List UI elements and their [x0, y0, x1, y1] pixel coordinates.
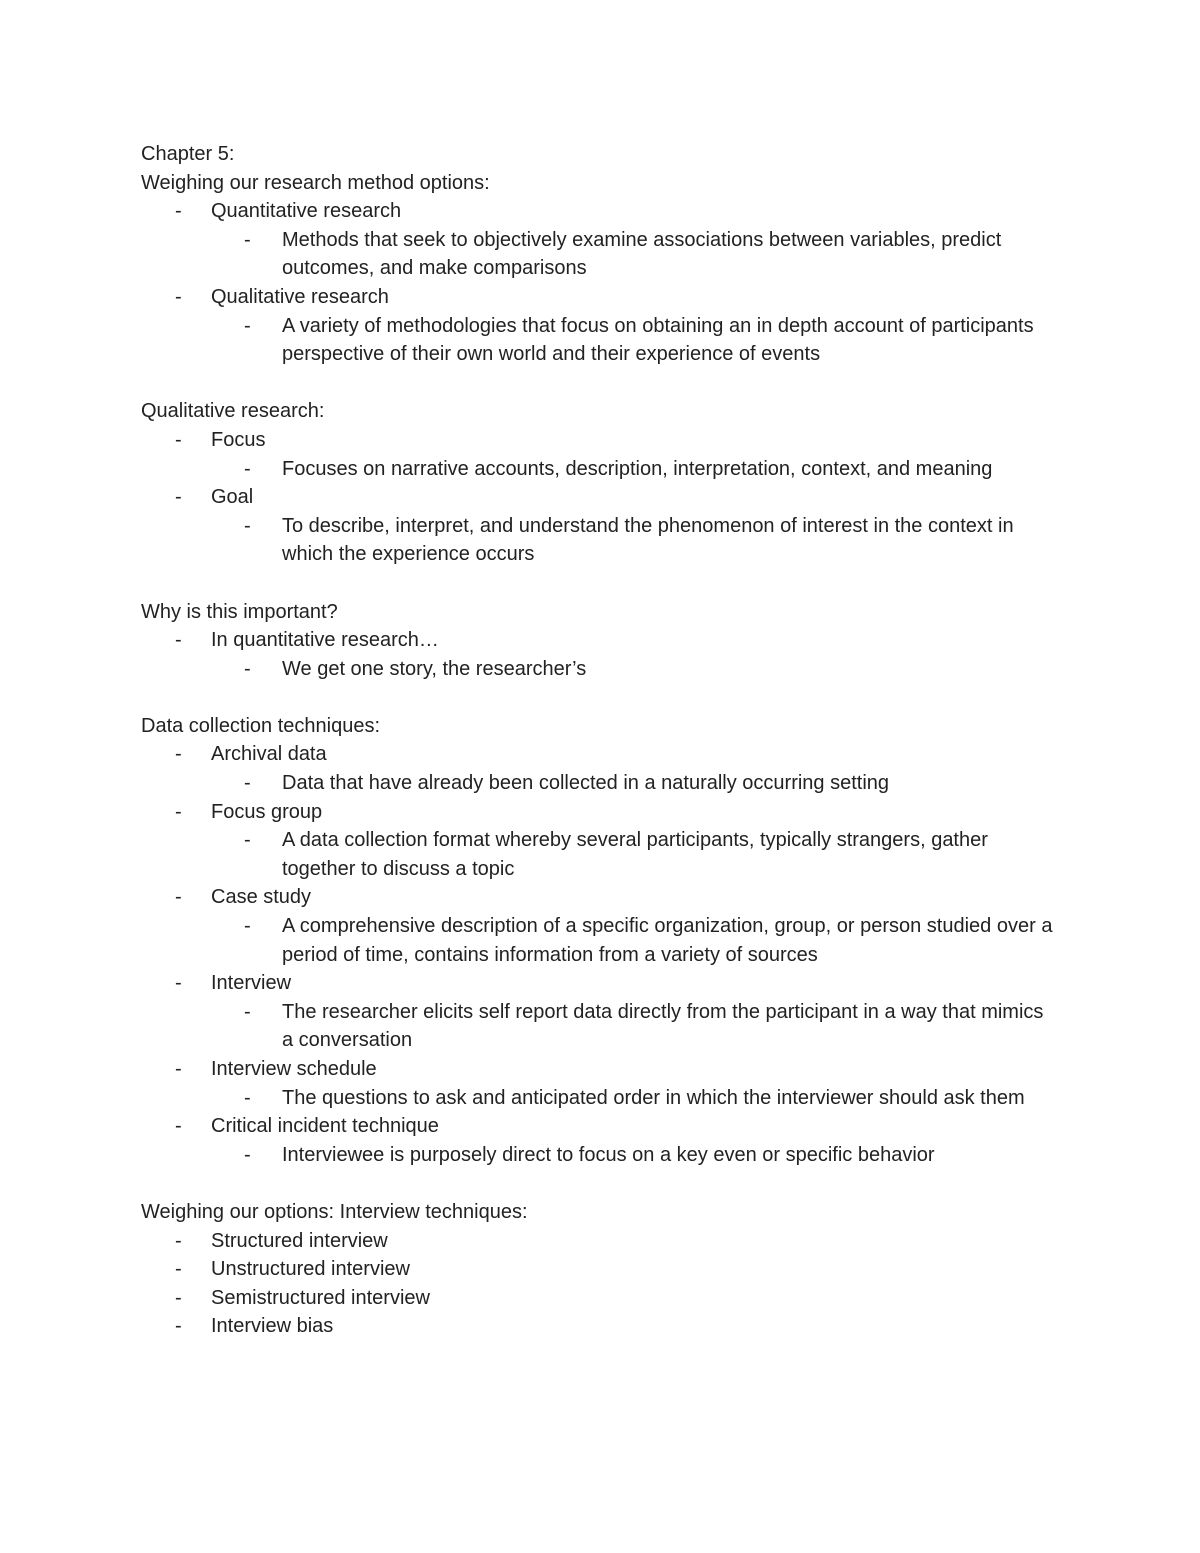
dash-bullet: - — [244, 1143, 251, 1166]
list-item — [141, 883, 1081, 969]
sub-bullet-list — [211, 769, 1081, 798]
dash-bullet: - — [175, 1258, 182, 1281]
list-item — [141, 283, 1081, 369]
list-item-label: Structured interview — [211, 1229, 388, 1252]
list-item-label: Critical incident technique — [211, 1115, 439, 1138]
sub-list-item — [211, 912, 1057, 969]
list-item-label: Unstructured interview — [211, 1258, 410, 1281]
bullet-list — [141, 426, 1081, 569]
sub-list-item — [211, 1141, 1057, 1170]
sub-list-item-text: The questions to ask and anticipated order in which the interviewer should ask them — [282, 1086, 1025, 1109]
dash-bullet: - — [244, 915, 251, 938]
list-item — [141, 740, 1081, 797]
dash-bullet: - — [175, 629, 182, 652]
dash-bullet: - — [175, 743, 182, 766]
dash-bullet: - — [244, 1086, 251, 1109]
list-item-label: Goal — [211, 486, 254, 509]
document-body — [141, 140, 1081, 1341]
section-heading: Weighing our research method options: — [141, 171, 490, 194]
dash-bullet: - — [175, 285, 182, 308]
sub-list-item-text: Data that have already been collected in a naturally occurring setting — [282, 772, 890, 795]
bullet-list — [141, 1227, 1081, 1341]
sub-list-item-text: Focuses on narrative accounts, description, interpretation, context, and meaning — [282, 457, 993, 480]
sub-bullet-list — [211, 1141, 1081, 1170]
sub-list-item — [211, 455, 1057, 484]
sub-list-item — [211, 655, 1057, 684]
bullet-list — [141, 740, 1081, 1169]
list-item — [141, 626, 1081, 683]
section-heading: Why is this important? — [141, 600, 338, 623]
list-item-label: Quantitative research — [211, 200, 402, 223]
sub-list-item — [211, 312, 1057, 369]
section-spacer — [141, 569, 1081, 598]
sub-list-item-text: A variety of methodologies that focus on obtaining an in depth account of participants perspective of their own world and their experience of events — [282, 314, 1034, 366]
list-item — [141, 1284, 1081, 1313]
notes-section — [141, 712, 1081, 1170]
list-item-label: In quantitative research… — [211, 629, 439, 652]
list-item — [141, 197, 1081, 283]
list-item-label: Focus group — [211, 800, 323, 823]
sub-bullet-list — [211, 226, 1081, 283]
dash-bullet: - — [175, 486, 182, 509]
dash-bullet: - — [175, 1229, 182, 1252]
sub-bullet-list — [211, 512, 1081, 569]
list-item — [141, 483, 1081, 569]
sub-bullet-list — [211, 455, 1081, 484]
list-item-label: Archival data — [211, 743, 327, 766]
section-spacer — [141, 683, 1081, 712]
list-item — [141, 1312, 1081, 1341]
sub-bullet-list — [211, 912, 1081, 969]
notes-section — [141, 598, 1081, 684]
sub-bullet-list — [211, 998, 1081, 1055]
bullet-list — [141, 197, 1081, 369]
dash-bullet: - — [244, 1000, 251, 1023]
sub-bullet-list — [211, 1084, 1081, 1113]
dash-bullet: - — [175, 1058, 182, 1080]
sub-bullet-list — [211, 826, 1081, 883]
dash-bullet: - — [244, 829, 251, 852]
list-item — [141, 1055, 1081, 1112]
notes-section — [141, 397, 1081, 569]
dash-bullet: - — [175, 1315, 182, 1338]
dash-bullet: - — [244, 772, 251, 795]
bullet-list — [141, 626, 1081, 683]
dash-bullet: - — [244, 457, 251, 480]
notes-section — [141, 1198, 1081, 1341]
list-item — [141, 1255, 1081, 1284]
dash-bullet: - — [175, 1286, 182, 1309]
list-item-label: Interview bias — [211, 1315, 334, 1338]
sub-list-item — [211, 826, 1057, 883]
dash-bullet: - — [244, 657, 251, 680]
sub-list-item-text: The researcher elicits self report data directly from the participant in a way that mimics a conversation — [282, 1000, 1044, 1052]
list-item — [141, 969, 1081, 1055]
sub-bullet-list — [211, 312, 1081, 369]
section-heading: Chapter 5: — [141, 143, 235, 165]
dash-bullet: - — [175, 428, 182, 451]
section-heading: Weighing our options: Interview techniques: — [141, 1200, 528, 1223]
sub-list-item-text: Interviewee is purposely direct to focus on a key even or specific behavior — [282, 1143, 935, 1166]
list-item-label: Qualitative research — [211, 285, 389, 308]
sub-list-item-text: A data collection format whereby several participants, typically strangers, gather together to discuss a topic — [282, 829, 988, 880]
dash-bullet: - — [244, 314, 251, 337]
list-item-label: Focus — [211, 428, 266, 451]
sub-list-item — [211, 226, 1057, 283]
dash-bullet: - — [244, 228, 251, 251]
list-item — [141, 1227, 1081, 1256]
sub-list-item-text: We get one story, the researcher’s — [282, 657, 587, 680]
sub-list-item — [211, 998, 1057, 1055]
sub-list-item — [211, 512, 1057, 569]
section-heading: Data collection techniques: — [141, 714, 381, 737]
notes-section — [141, 140, 1081, 369]
dash-bullet: - — [175, 972, 182, 995]
sub-list-item — [211, 769, 1057, 798]
dash-bullet: - — [175, 800, 182, 823]
sub-list-item-text: Methods that seek to objectively examine associations between variables, predict outcomes, and make comparisons — [282, 228, 1002, 280]
list-item-label: Interview schedule — [211, 1058, 377, 1080]
list-item — [141, 1112, 1081, 1169]
section-spacer — [141, 369, 1081, 398]
dash-bullet: - — [175, 886, 182, 909]
sub-bullet-list — [211, 655, 1081, 684]
sub-list-item — [211, 1084, 1057, 1113]
section-spacer — [141, 1169, 1081, 1198]
list-item-label: Semistructured interview — [211, 1286, 430, 1309]
list-item-label: Case study — [211, 886, 312, 909]
section-heading: Qualitative research: — [141, 400, 325, 423]
sub-list-item-text: To describe, interpret, and understand the phenomenon of interest in the context in which the experience occurs — [282, 514, 1014, 566]
sub-list-item-text: A comprehensive description of a specific organization, group, or person studied over a period of time, contains information from a variety of sources — [282, 915, 1053, 966]
list-item — [141, 426, 1081, 483]
dash-bullet: - — [244, 514, 251, 537]
list-item — [141, 798, 1081, 884]
dash-bullet: - — [175, 1115, 182, 1138]
list-item-label: Interview — [211, 972, 292, 995]
dash-bullet: - — [175, 200, 182, 223]
